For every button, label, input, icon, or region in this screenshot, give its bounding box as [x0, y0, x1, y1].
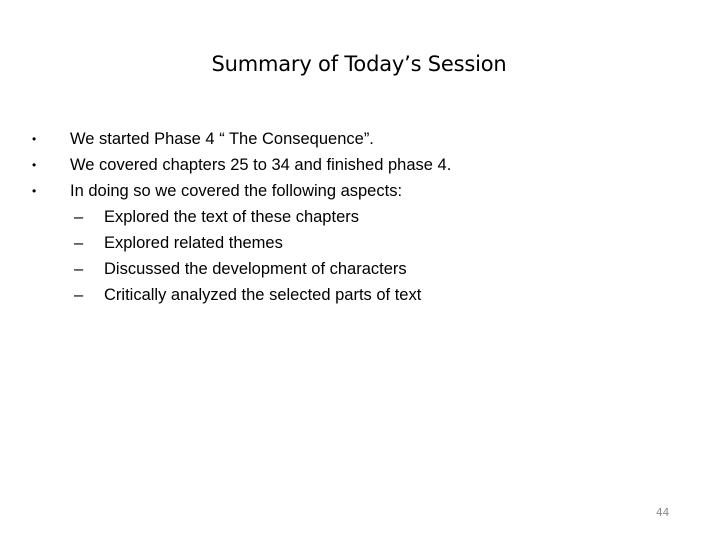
sub-bullet-item: [0, 256, 700, 282]
bullet-item: [0, 126, 700, 152]
sub-bullet-marker: –: [74, 286, 84, 304]
bullet-marker: •: [32, 184, 37, 198]
sub-bullet-marker: –: [74, 234, 84, 252]
sub-bullet-item: [0, 230, 700, 256]
sub-bullet-marker: –: [74, 260, 84, 278]
sub-bullet-text: Critically analyzed the selected parts of text: [104, 286, 422, 304]
bullet-list: [0, 126, 700, 308]
sub-bullet-item: [0, 282, 700, 308]
bullet-marker: •: [32, 132, 37, 146]
sub-bullet-text: Discussed the development of characters: [104, 260, 407, 278]
bullet-item: [0, 152, 700, 178]
sub-bullet-text: Explored the text of these chapters: [104, 208, 359, 226]
sub-bullet-text: Explored related themes: [104, 234, 283, 252]
bullet-text: We started Phase 4 “ The Consequence”.: [70, 130, 374, 148]
bullet-text: We covered chapters 25 to 34 and finished phase 4.: [70, 156, 452, 174]
page-number: 44: [656, 507, 670, 519]
slide-title: Summary of Today’s Session: [211, 52, 507, 76]
bullet-item: [0, 178, 700, 204]
bullet-marker: •: [32, 158, 37, 172]
bullet-text: In doing so we covered the following aspects:: [70, 182, 403, 200]
sub-bullet-item: [0, 204, 700, 230]
sub-bullet-marker: –: [74, 208, 84, 226]
